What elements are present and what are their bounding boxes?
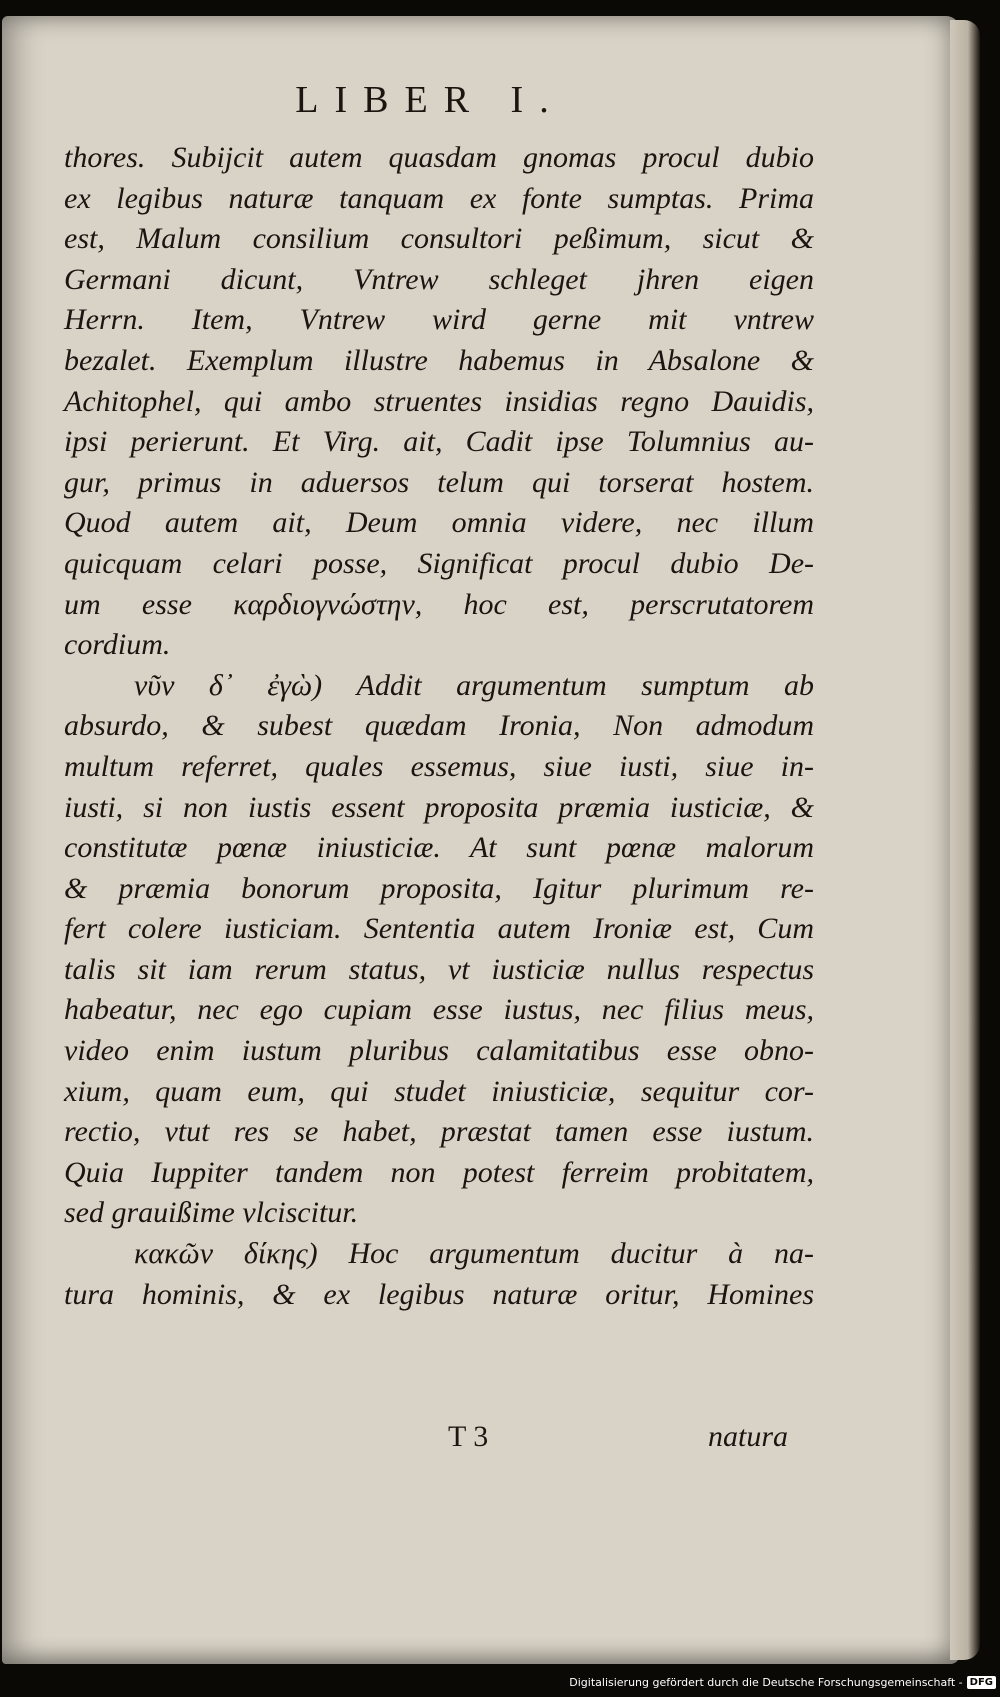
text-line: multum referret, quales essemus, siue iusti, siue in-	[64, 749, 814, 783]
page-edge	[950, 20, 980, 1660]
text-line: quicquam celari posse, Significat procul dubio De-	[64, 546, 814, 580]
text-line: Herrn. Item, Vntrew wird gerne mit vntrew	[64, 303, 814, 337]
signature-mark: T 3	[448, 1420, 489, 1453]
text-line: talis sit iam rerum status, vt iusticiæ nullus respectus	[64, 952, 814, 986]
text-line: tura hominis, & ex legibus naturæ oritur, Homines	[64, 1277, 814, 1311]
text-line: κακῶν δίκης) Hoc argumentum ducitur à na-	[134, 1237, 814, 1271]
body-text	[64, 138, 814, 1315]
text-line: fert colere iusticiam. Sententia autem Ironiæ est, Cum	[64, 912, 814, 946]
text-line: video enim iustum pluribus calamitatibus esse obno-	[64, 1034, 814, 1068]
text-line: Germani dicunt, Vntrew schleget jhren eigen	[64, 262, 814, 296]
text-line: rectio, vtut res se habet, præstat tamen esse iustum.	[64, 1115, 814, 1149]
credit-text: Digitalisierung gefördert durch die Deutsche Forschungsgemeinschaft -	[569, 1675, 963, 1689]
text-line: bezalet. Exemplum illustre habemus in Absalone &	[64, 343, 814, 377]
text-line: thores. Subijcit autem quasdam gnomas procul dubio	[64, 141, 814, 174]
text-line: Achitophel, qui ambo struentes insidias regno Dauidis,	[64, 384, 814, 418]
running-head: LIBER I.	[295, 79, 565, 121]
text-line: absurdo, & subest quædam Ironia, Non admodum	[64, 709, 814, 743]
dfg-logo: DFG	[967, 1676, 996, 1689]
text-line: & præmia bonorum proposita, Igitur plurimum re-	[64, 871, 814, 905]
text-line: constitutæ pœnæ iniusticiæ. At sunt pœnæ malorum	[64, 831, 814, 865]
text-line: ex legibus naturæ tanquam ex fonte sumptas. Prima	[64, 181, 814, 215]
text-line: est, Malum consilium consultori peßimum, sicut &	[64, 222, 814, 256]
text-line: xium, quam eum, qui studet iniusticiæ, sequitur cor-	[64, 1074, 814, 1108]
digitization-credit	[569, 1671, 996, 1693]
text-line: ipsi perierunt. Et Virg. ait, Cadit ipse Tolumnius au-	[64, 425, 814, 459]
text-line: iusti, si non iustis essent proposita præmia iusticiæ, &	[64, 790, 814, 824]
text-line: um esse καρδιογνώστην, hoc est, perscrutatorem	[64, 587, 814, 621]
text-line: νῦν δ᾽ ἐγὼ) Addit argumentum sumptum ab	[134, 668, 814, 702]
text-line: cordium.	[64, 628, 171, 662]
text-line: gur, primus in aduersos telum qui torserat hostem.	[64, 465, 814, 499]
text-line: sed grauißime vlciscitur.	[64, 1196, 359, 1230]
text-line: Quod autem ait, Deum omnia videre, nec illum	[64, 506, 814, 540]
text-line: Quia Iuppiter tandem non potest ferreim probitatem,	[64, 1155, 814, 1189]
text-line: habeatur, nec ego cupiam esse iustus, nec filius meus,	[64, 993, 814, 1027]
catchword: natura	[708, 1420, 789, 1453]
